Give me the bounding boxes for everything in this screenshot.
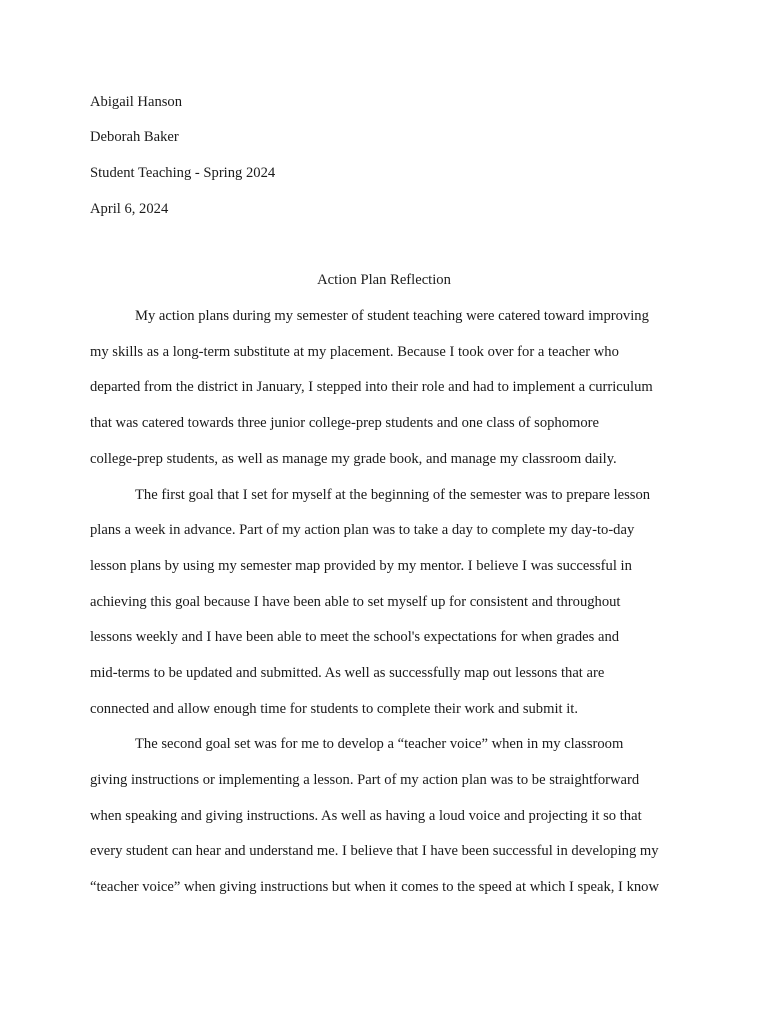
paragraph-line: giving instructions or implementing a lesson. Part of my action plan was to be straightforward bbox=[90, 772, 640, 788]
paragraph-line: The first goal that I set for myself at the beginning of the semester was to prepare lesson bbox=[135, 487, 651, 503]
paragraph-line: departed from the district in January, I stepped into their role and had to implement a curriculum bbox=[90, 379, 653, 395]
paragraph-line: The second goal set was for me to develop a “teacher voice” when in my classroom bbox=[135, 736, 624, 752]
paragraph-line: every student can hear and understand me. I believe that I have been successful in developing my bbox=[90, 843, 659, 859]
paragraph-line: college-prep students, as well as manage my grade book, and manage my classroom daily. bbox=[90, 451, 617, 467]
paragraph-line: that was catered towards three junior college-prep students and one class of sophomore bbox=[90, 415, 599, 431]
document-date: April 6, 2024 bbox=[90, 201, 169, 217]
paragraph-line: lesson plans by using my semester map provided by my mentor. I believe I was successful in bbox=[90, 558, 632, 574]
paragraph-line: mid-terms to be updated and submitted. As well as successfully map out lessons that are bbox=[90, 665, 605, 681]
paragraph-line: my skills as a long-term substitute at my placement. Because I took over for a teacher who bbox=[90, 344, 619, 360]
course-name: Student Teaching - Spring 2024 bbox=[90, 165, 276, 181]
paragraph-line: plans a week in advance. Part of my action plan was to take a day to complete my day-to-day bbox=[90, 522, 635, 538]
paragraph-line: “teacher voice” when giving instructions but when it comes to the speed at which I speak, I know bbox=[90, 879, 659, 895]
paragraph-line: My action plans during my semester of student teaching were catered toward improving bbox=[135, 308, 649, 324]
paragraph-line: achieving this goal because I have been able to set myself up for consistent and throughout bbox=[90, 594, 621, 610]
instructor-name: Deborah Baker bbox=[90, 129, 179, 145]
paragraph-line: connected and allow enough time for students to complete their work and submit it. bbox=[90, 701, 578, 717]
document-title: Action Plan Reflection bbox=[317, 272, 451, 288]
student-name: Abigail Hanson bbox=[90, 94, 183, 110]
paragraph-line: when speaking and giving instructions. As well as having a loud voice and projecting it so that bbox=[90, 808, 642, 824]
paragraph-line: lessons weekly and I have been able to meet the school's expectations for when grades and bbox=[90, 629, 620, 645]
